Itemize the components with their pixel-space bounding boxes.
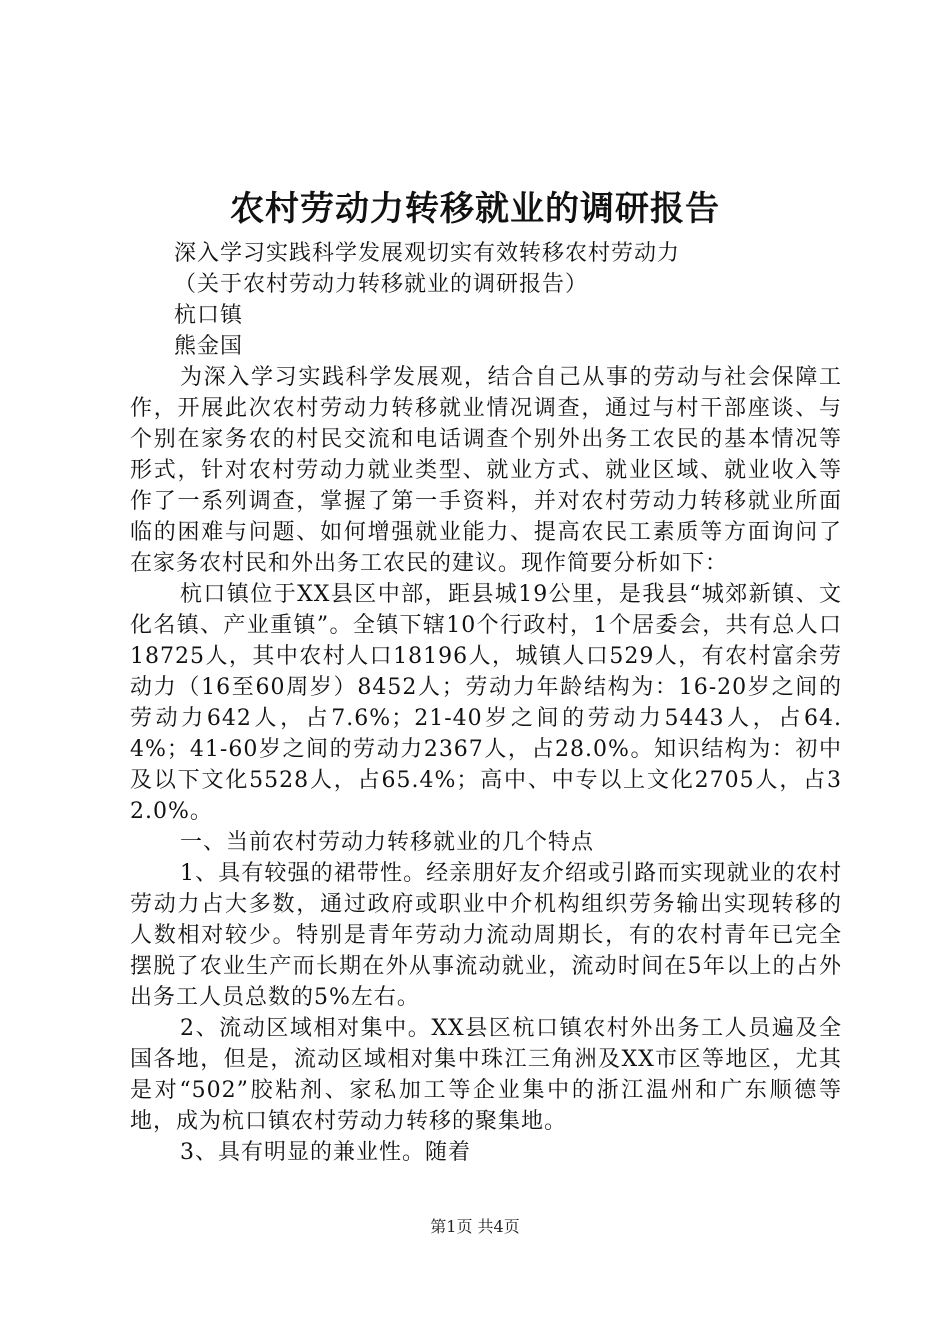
paragraph-overview: 杭口镇位于XX县区中部，距县城19公里，是我县“城郊新镇、文化名镇、产业重镇”。全镇下辖10个行政村，1个居委会，共有总人口18725人，其中农村人口18196人，城镇人口529人，有农村富余劳动力（16至60周岁）8452人；劳动力年龄结构为：16-20岁之间的劳动力642人，占7.6%；21-40岁之间的劳动力5443人，占64.4%；41-60岁之间的劳动力2367人，占28.0%。知识结构为：初中及以下文化5528人，占65.4%；高中、中专以上文化2705人，占32.0%。 (130, 582, 842, 824)
document-body (130, 238, 842, 1168)
paragraph-point-3: 3、具有明显的兼业性。随着 (180, 1140, 471, 1165)
page-number-footer: 第1页 共4页 (430, 1217, 520, 1236)
paragraph-intro: 为深入学习实践科学发展观，结合自己从事的劳动与社会保障工作，开展此次农村劳动力转移就业情况调查，通过与村干部座谈、与个别在家务农的村民交流和电话调查个别外出务工农民的基本情况等形式，针对农村劳动力就业类型、就业方式、就业区域、就业收入等作了一系列调查，掌握了第一手资料，并对农村劳动力转移就业所面临的困难与问题、如何增强就业能力、提高农民工素质等方面询问了在家务农村民和外出务工农民的建议。现作简要分析如下： (130, 365, 842, 576)
paragraph-point-1: 1、具有较强的裙带性。经亲朋好友介绍或引路而实现就业的农村劳动力占大多数，通过政府或职业中介机构组织劳务输出实现转移的人数相对较少。特别是青年劳动力流动周期长，有的农村青年已完全摆脱了农业生产而长期在外从事流动就业，流动时间在5年以上的占外出务工人员总数的5%左右。 (130, 861, 842, 1010)
subtitle-parenthetical: （关于农村劳动力转移就业的调研报告） (174, 272, 589, 297)
subtitle: 深入学习实践科学发展观切实有效转移农村劳动力 (174, 241, 681, 266)
document-title: 农村劳动力转移就业的调研报告 (230, 189, 720, 229)
section-heading: 一、当前农村劳动力转移就业的几个特点 (180, 830, 595, 855)
town-name: 杭口镇 (174, 303, 244, 328)
paragraph-point-2: 2、流动区域相对集中。XX县区杭口镇农村外出务工人员遍及全国各地，但是，流动区域相对集中珠江三角洲及XX市区等地区，尤其是对“502”胶粘剂、家私加工等企业集中的浙江温州和广东顺德等地，成为杭口镇农村劳动力转移的聚集地。 (130, 1016, 842, 1134)
author-name: 熊金国 (174, 334, 244, 359)
